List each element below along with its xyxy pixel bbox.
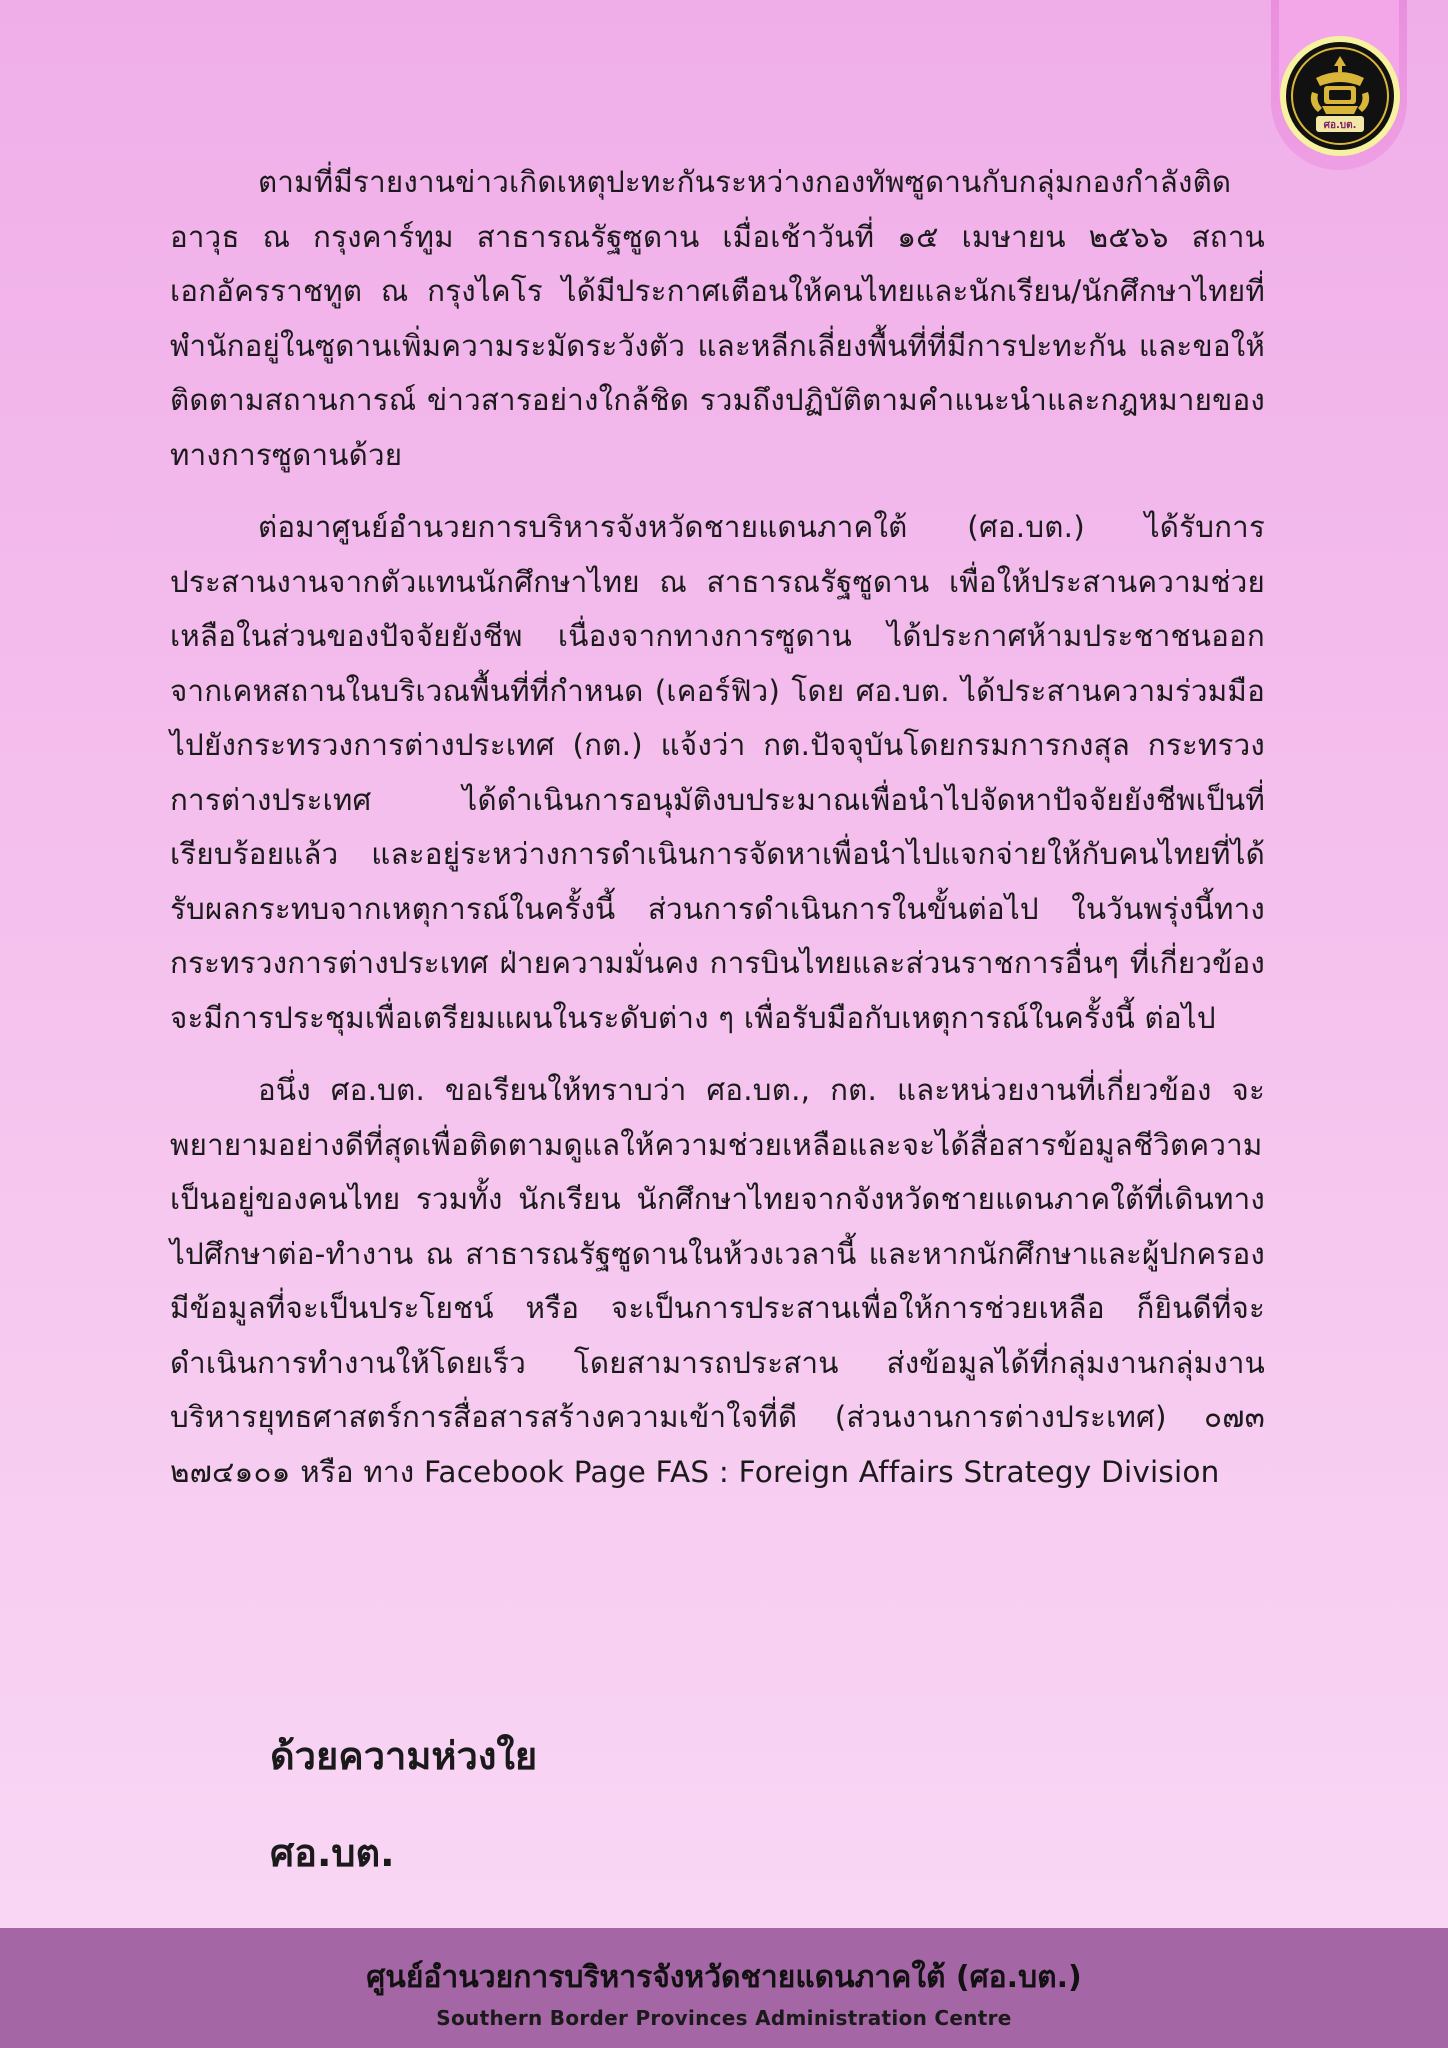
- letter-body: [170, 155, 1265, 1517]
- seal-text: ศอ.บต.: [1323, 120, 1357, 131]
- paragraph-2: ต่อมาศูนย์อำนวยการบริหารจังหวัดชายแดนภาคใต้ (ศอ.บต.) ได้รับการประสานงานจากตัวแทนนักศึกษาไทย ณ สาธารณรัฐซูดาน เพื่อให้ประสานความช่วยเหลือในส่วนของปัจจัยยังชีพ เนื่องจากทางการซูดาน ได้ประกาศห้ามประชาชนออกจากเคหสถานในบริเวณพื้นที่ที่กำหนด (เคอร์ฟิว) โดย ศอ.บต. ได้ประสานความร่วมมือไปยังกระทรวงการต่างประเทศ (กต.) แจ้งว่า กต.ปัจจุบันโดยกรมการกงสุล กระทรวงการต่างประเทศ ได้ดำเนินการอนุมัติงบประมาณเพื่อนำไปจัดหาปัจจัยยังชีพเป็นที่เรียบร้อยแล้ว และอยู่ระหว่างการดำเนินการจัดหาเพื่อนำไปแจกจ่ายให้กับคนไทยที่ได้รับผลกระทบจากเหตุการณ์ในครั้งนี้ ส่วนการดำเนินการในขั้นต่อไป ในวันพรุ่งนี้ทางกระทรวงการต่างประเทศ ฝ่ายความมั่นคง การบินไทยและส่วนราชการอื่นๆ ที่เกี่ยวข้อง จะมีการประชุมเพื่อเตรียมแผนในระดับต่าง ๆ เพื่อรับมือกับเหตุการณ์ในครั้งนี้ ต่อไป: [170, 510, 1265, 1035]
- closing-signature: ศอ.บต.: [270, 1831, 395, 1875]
- paragraph-1: ตามที่มีรายงานข่าวเกิดเหตุปะทะกันระหว่างกองทัพซูดานกับกลุ่มกองกำลังติดอาวุธ ณ กรุงคาร์ทูม สาธารณรัฐซูดาน เมื่อเช้าวันที่ ๑๕ เมษายน ๒๕๖๖ สถานเอกอัครราชทูต ณ กรุงไคโร ได้มีประกาศเตือนให้คนไทยและนักเรียน/นักศึกษาไทยที่พำนักอยู่ในซูดานเพิ่มความระมัดระวังตัว และหลีกเลี่ยงพื้นที่ที่มีการปะทะกัน และขอให้ติดตามสถานการณ์ ข่าวสารอย่างใกล้ชิด รวมถึงปฏิบัติตามคำแนะนำและกฎหมายของทางการซูดานด้วย: [170, 165, 1265, 472]
- royal-emblem-seal-icon: [1280, 36, 1400, 156]
- footer-subtitle: Southern Border Provinces Administration Centre: [436, 2006, 1012, 2030]
- footer-title: ศูนย์อำนวยการบริหารจังหวัดชายแดนภาคใต้ (ศอ.บต.): [366, 1960, 1082, 1995]
- footer-bar: [0, 1928, 1448, 2048]
- paragraph-3: อนึ่ง ศอ.บต. ขอเรียนให้ทราบว่า ศอ.บต., กต. และหน่วยงานที่เกี่ยวข้อง จะพยายามอย่างดีที่สุดเพื่อติดตามดูแลให้ความช่วยเหลือและจะได้สื่อสารข้อมูลชีวิตความเป็นอยู่ของคนไทย รวมทั้ง นักเรียน นักศึกษาไทยจากจังหวัดชายแดนภาคใต้ที่เดินทางไปศึกษาต่อ-ทำงาน ณ สาธารณรัฐซูดานในห้วงเวลานี้ และหากนักศึกษาและผู้ปกครอง มีข้อมูลที่จะเป็นประโยชน์ หรือ จะเป็นการประสานเพื่อให้การช่วยเหลือ ก็ยินดีที่จะดำเนินการทำงานให้โดยเร็ว โดยสามารถประสาน ส่งข้อมูลได้ที่กลุ่มงานกลุ่มงานบริหารยุทธศาสตร์การสื่อสารสร้างความเข้าใจที่ดี (ส่วนงานการต่างประเทศ) ๐๗๓ ๒๗๔๑๐๑ หรือ ทาง Facebook Page FAS : Foreign Affairs Strategy Division: [170, 1073, 1265, 1489]
- closing-salutation: ด้วยความห่วงใย: [270, 1734, 538, 1778]
